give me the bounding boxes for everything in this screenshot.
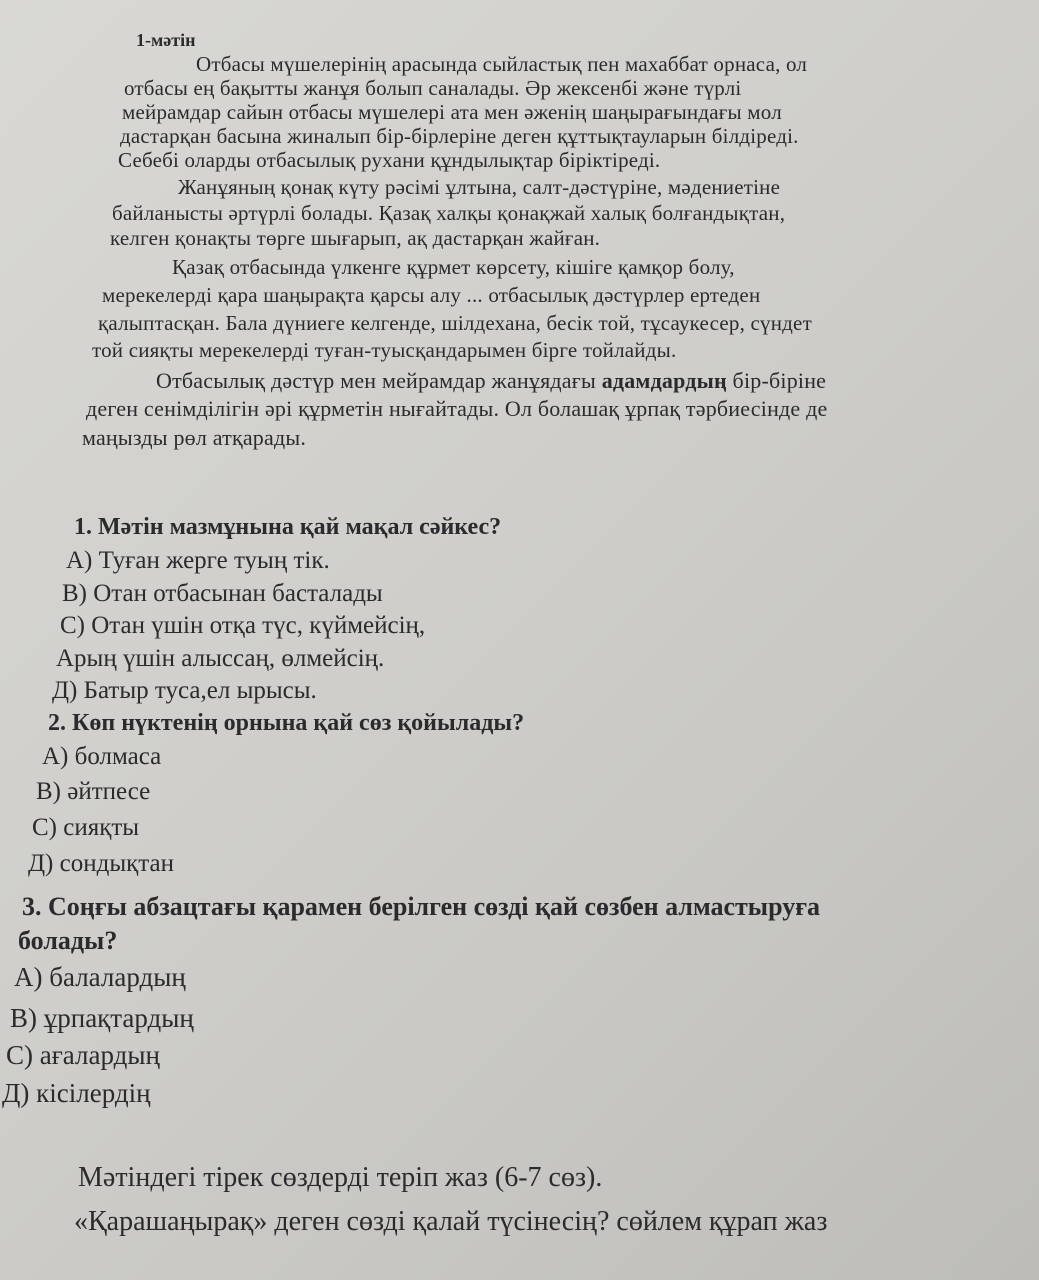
text-segment: бір-біріне — [726, 368, 827, 393]
text-line: қалыптасқан. Бала дүниеге келгенде, шілдехана, бесік той, тұсаукесер, сүндет — [98, 311, 812, 335]
option-d: Д) сондықтан — [28, 850, 174, 877]
text-line: мейрамдар сайын отбасы мүшелері ата мен әженің шаңырағындағы мол — [122, 100, 782, 124]
question-1: 1. Мәтін мазмұнына қай мақал сәйкес? — [74, 514, 502, 540]
question-3: 3. Соңғы абзацтағы қарамен берілген сөзді қай сөзбен алмастыруға — [22, 892, 821, 921]
text-line: Себебі оларды отбасылық рухани құндылықтар біріктіреді. — [118, 148, 661, 172]
text-line: деген сенімділігін әрі құрметін нығайтады. Ол болашақ ұрпақ тәрбиесінде де — [86, 396, 828, 421]
text-line: мерекелерді қара шаңырақта қарсы алу ... отбасылық дәстүрлер ертеден — [102, 283, 761, 307]
option-d: Д) кісілердің — [2, 1078, 151, 1108]
option-a: А) Туған жерге туың тік. — [66, 547, 330, 574]
option-b: В) ұрпақтардың — [10, 1003, 194, 1033]
option-d: Д) Батыр туса,ел ырысы. — [52, 677, 317, 704]
text-line: Отбасы мүшелерінің арасында сыйластық пен махаббат орнаса, ол — [196, 52, 808, 76]
text-line: маңызды рөл атқарады. — [82, 425, 307, 450]
text-line: байланысты әртүрлі болады. Қазақ халқы қонақжай халық болғандықтан, — [112, 201, 786, 225]
question-3-cont: болады? — [18, 926, 118, 955]
option-b: В) әйтпесе — [36, 778, 151, 805]
option-c-cont: Арың үшін алыссаң, өлмейсің. — [56, 645, 385, 672]
text-line: той сияқты мерекелерді туған-туысқандарымен бірге тойлайды. — [92, 338, 677, 362]
text-line: дастарқан басына жиналып бір-бірлеріне деген құттықтауларын білдіреді. — [120, 124, 799, 148]
option-b: В) Отан отбасынан басталады — [62, 580, 383, 607]
text-line: Жанұяның қонақ күту рәсімі ұлтына, салт-дәстүріне, мәдениетіне — [178, 175, 781, 199]
option-c: С) Отан үшін отқа түс, күймейсің, — [60, 612, 426, 639]
text-segment: Отбасылық дәстүр мен мейрамдар жанұядағы — [156, 368, 602, 393]
option-a: А) балалардың — [14, 962, 186, 992]
task-1: Мәтіндегі тірек сөздерді теріп жаз (6-7 сөз). — [78, 1162, 603, 1193]
text-title: 1-мәтін — [136, 30, 196, 50]
option-c: С) сияқты — [32, 814, 140, 841]
question-2: 2. Көп нүктенің орнына қай сөз қойылады? — [48, 710, 525, 736]
option-a: А) болмаса — [42, 743, 162, 770]
text-line-last-para — [156, 368, 826, 394]
task-2: «Қарашаңырақ» деген сөзді қалай түсінесің? сөйлем құрап жаз — [74, 1206, 828, 1237]
option-c: С) ағалардың — [6, 1040, 160, 1070]
text-line: Қазақ отбасында үлкенге құрмет көрсету, кішіге қамқор болу, — [172, 255, 735, 279]
highlighted-word: адамдардың — [601, 368, 727, 393]
text-line: келген қонақты төрге шығарып, ақ дастарқан жайған. — [110, 226, 601, 250]
text-line: отбасы ең бақытты жанұя болып саналады. Әр жексенбі және түрлі — [124, 76, 742, 100]
